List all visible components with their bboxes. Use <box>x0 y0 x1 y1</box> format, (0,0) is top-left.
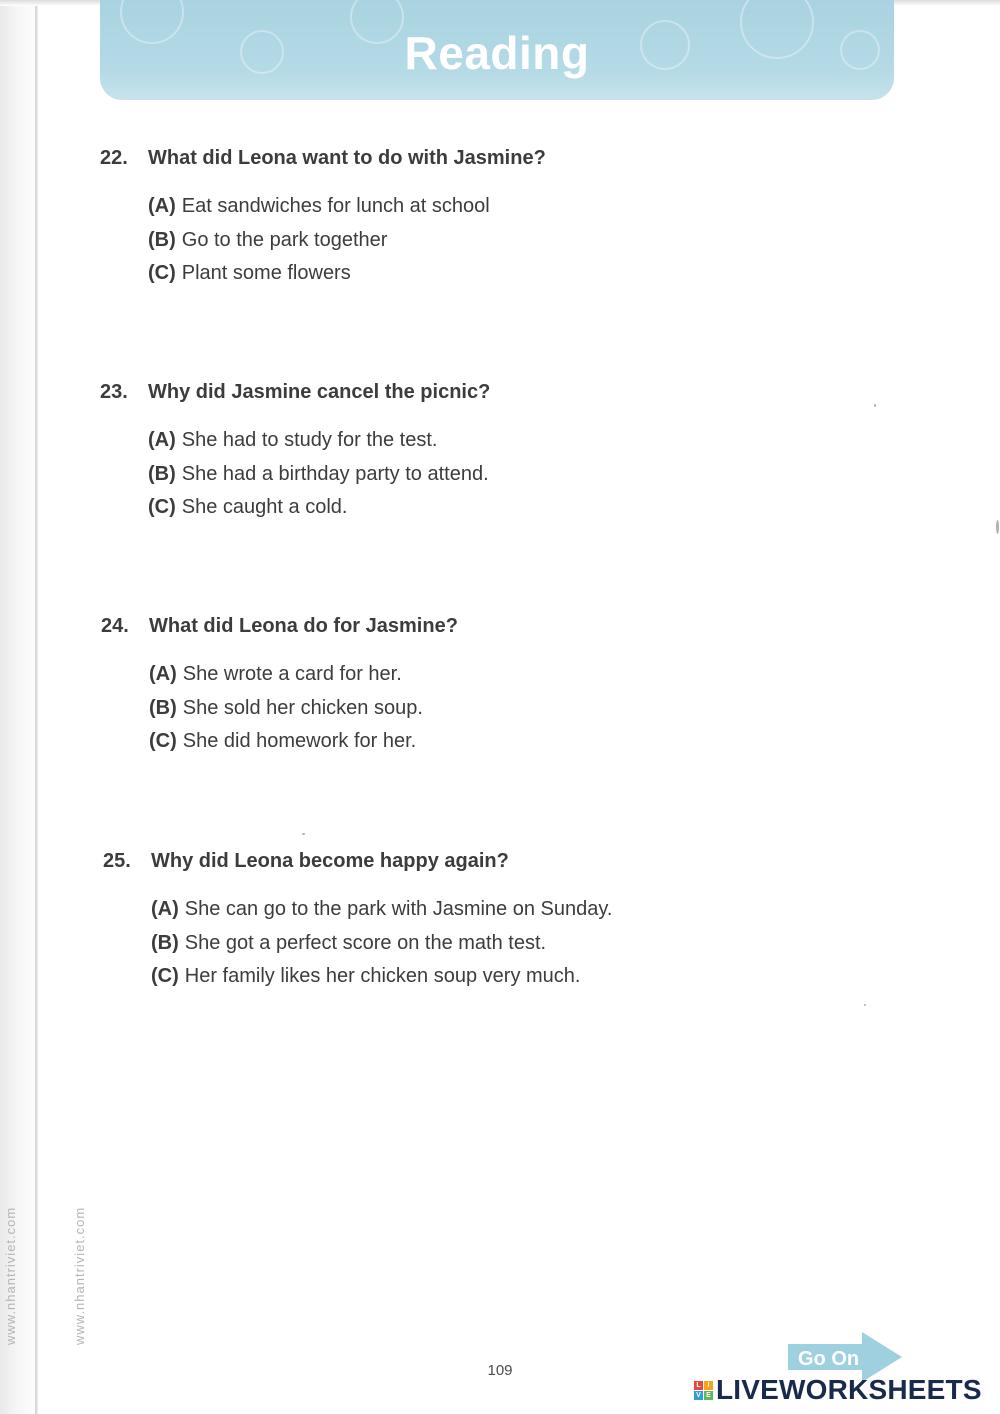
logo-grid-cell: L <box>694 1381 703 1390</box>
logo-grid-icon <box>694 1381 713 1400</box>
option-letter: (C) <box>148 262 176 284</box>
scan-speck <box>864 1004 866 1006</box>
option-text: She can go to the park with Jasmine on Sunday. <box>184 898 613 920</box>
option-letter: (B) <box>151 931 179 954</box>
question-number: 25. <box>103 850 131 872</box>
answer-option-a[interactable] <box>148 424 490 458</box>
answer-options <box>149 658 458 759</box>
option-letter: (C) <box>148 496 176 518</box>
answer-option-c[interactable] <box>148 257 546 291</box>
option-letter: (A) <box>149 663 177 685</box>
answer-options <box>148 424 490 525</box>
question-23 <box>100 381 490 525</box>
publisher-watermark: www.nhantriviet.com <box>3 1206 18 1345</box>
answer-options <box>151 893 612 994</box>
logo-grid-cell: I <box>704 1381 713 1390</box>
answer-option-c[interactable] <box>151 960 612 994</box>
option-letter: (C) <box>151 965 179 987</box>
question-number: 22. <box>100 147 128 169</box>
scan-shadow <box>0 0 40 1414</box>
answer-options <box>148 190 546 291</box>
option-text: She got a perfect score on the math test. <box>184 931 547 954</box>
logo-grid-cell: V <box>694 1391 703 1400</box>
question-heading <box>101 615 458 638</box>
answer-option-b[interactable] <box>148 224 546 258</box>
answer-option-b[interactable] <box>148 458 490 492</box>
answer-option-a[interactable] <box>149 658 458 692</box>
answer-option-a[interactable] <box>151 893 612 927</box>
go-on-label: Go On <box>798 1348 860 1370</box>
question-heading <box>103 850 612 873</box>
question-text: What did Leona want to do with Jasmine? <box>148 147 546 169</box>
scan-speck <box>996 520 999 534</box>
option-text: She had a birthday party to attend. <box>181 462 489 485</box>
page-fold <box>35 0 38 1414</box>
answer-option-c[interactable] <box>149 725 458 759</box>
question-25 <box>103 850 612 994</box>
option-letter: (B) <box>149 696 177 719</box>
question-number: 23. <box>100 381 128 403</box>
option-text: She sold her chicken soup. <box>182 696 423 719</box>
option-text: Her family likes her chicken soup very much. <box>184 965 581 987</box>
answer-option-a[interactable] <box>148 190 546 224</box>
option-text: She did homework for her. <box>182 730 417 752</box>
option-letter: (A) <box>148 429 176 451</box>
option-letter: (A) <box>148 195 176 217</box>
answer-option-c[interactable] <box>148 491 490 525</box>
option-letter: (C) <box>149 730 177 752</box>
option-text: Plant some flowers <box>181 262 351 284</box>
option-text: She wrote a card for her. <box>182 663 402 685</box>
page-title: Reading <box>404 27 590 79</box>
answer-option-b[interactable] <box>151 927 612 961</box>
question-number: 24. <box>101 615 129 637</box>
scan-speck <box>302 833 305 835</box>
section-banner <box>100 0 894 100</box>
option-text: Go to the park together <box>181 228 388 251</box>
liveworksheets-logo[interactable] <box>694 1374 982 1406</box>
option-letter: (B) <box>148 462 176 485</box>
logo-text: LIVEWORKSHEETS <box>716 1374 982 1405</box>
page-number: 109 <box>487 1362 513 1379</box>
option-letter: (A) <box>151 898 179 920</box>
logo-grid-cell: E <box>704 1391 713 1400</box>
option-text: Eat sandwiches for lunch at school <box>181 195 490 217</box>
scan-speck <box>874 404 876 407</box>
question-heading <box>100 381 490 404</box>
question-22 <box>100 147 546 291</box>
publisher-watermark: www.nhantriviet.com <box>72 1206 87 1345</box>
question-text: What did Leona do for Jasmine? <box>149 615 458 637</box>
option-text: She had to study for the test. <box>181 429 438 451</box>
answer-option-b[interactable] <box>149 692 458 726</box>
question-text: Why did Leona become happy again? <box>151 850 509 872</box>
question-heading <box>100 147 546 170</box>
option-text: She caught a cold. <box>181 496 348 518</box>
question-text: Why did Jasmine cancel the picnic? <box>148 381 491 403</box>
option-letter: (B) <box>148 228 176 251</box>
question-24 <box>101 615 458 759</box>
